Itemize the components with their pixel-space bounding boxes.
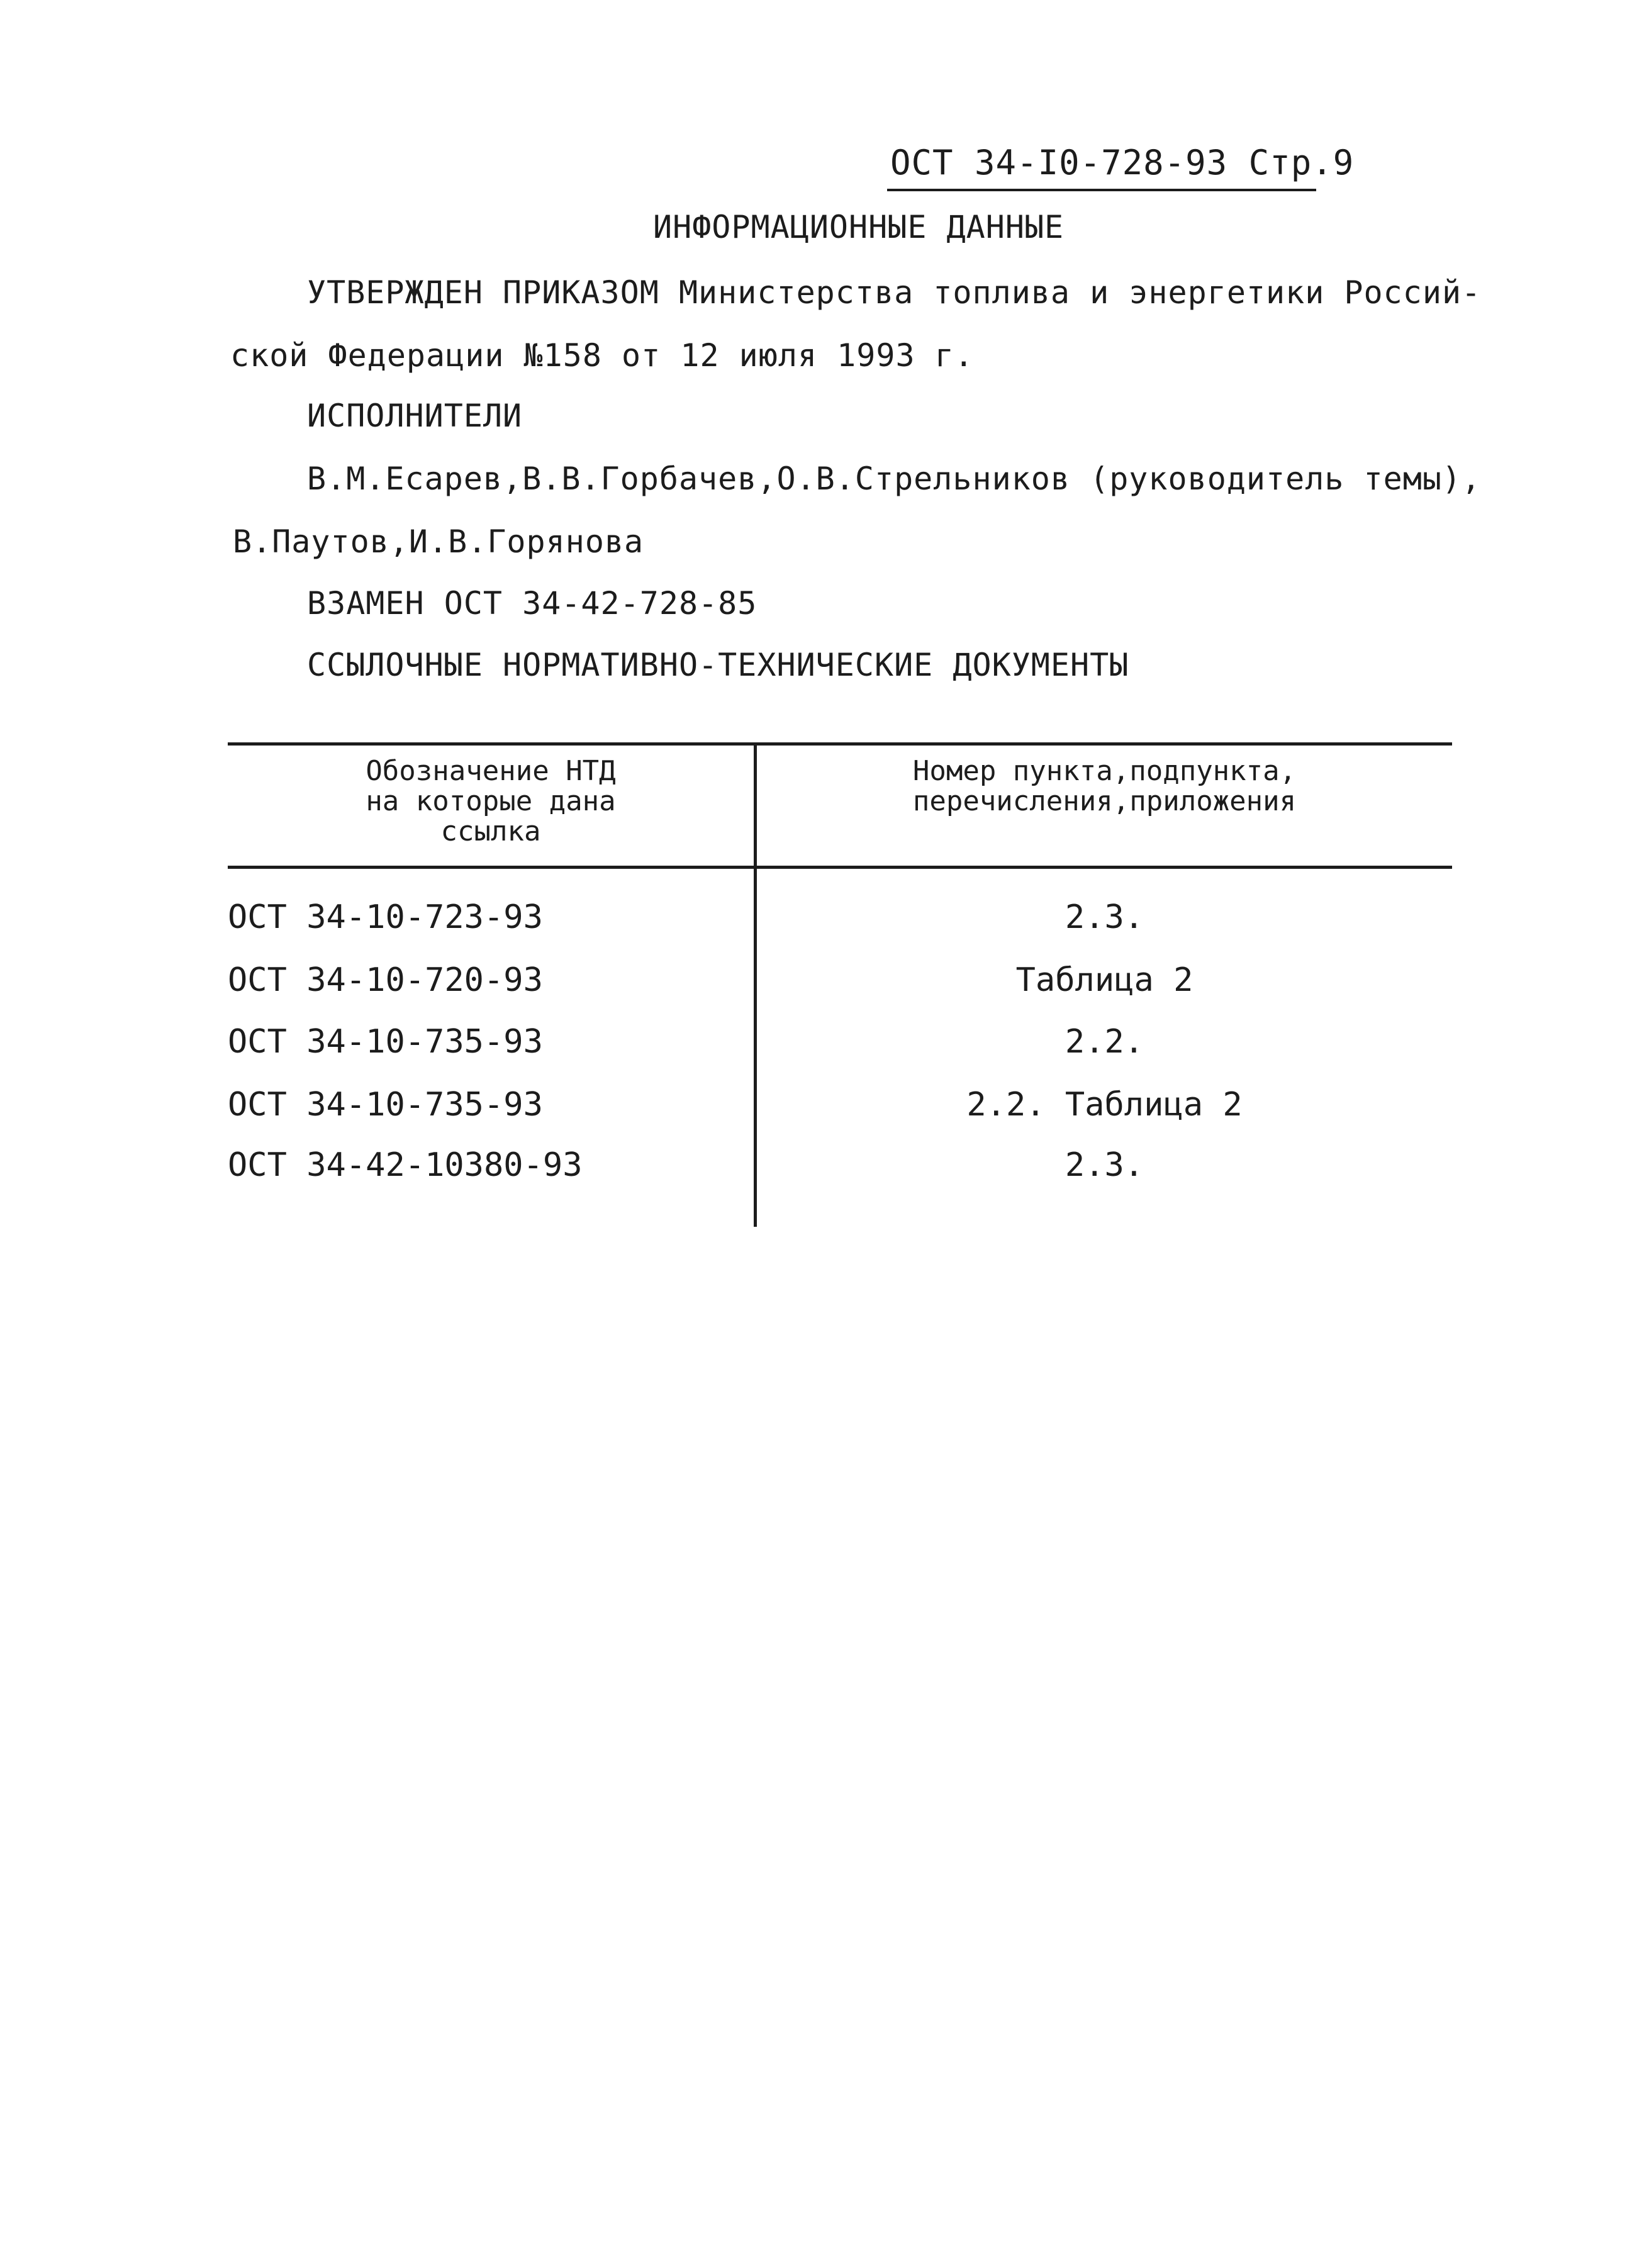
table-cell-reference: 2.2.	[1065, 1023, 1144, 1061]
executors-heading: ИСПОЛНИТЕЛИ	[307, 398, 523, 434]
table-row	[228, 961, 1452, 1027]
table-header-document-line: ссылка	[440, 815, 541, 847]
table-cell-reference: 2.2. Таблица 2	[966, 1086, 1243, 1124]
replaces-text: ВЗАМЕН ОСТ 34-42-728-85	[307, 585, 757, 622]
table-cell-reference: Таблица 2	[1015, 961, 1193, 999]
table-header-document-line: Обозначение НТД	[366, 755, 616, 787]
table-cell-reference: 2.3.	[1065, 898, 1144, 936]
table-top-rule	[228, 742, 1452, 746]
table-header-reference-line: Номер пункта,подпункта,	[912, 755, 1297, 787]
executors-text-line2: В.Паутов,И.В.Горянова	[233, 523, 644, 560]
table-header-reference-line: перечисления,приложения	[912, 785, 1297, 817]
executors-text-line1: В.М.Есарев,В.В.Горбачев,О.В.Стрельников (руководитель темы),	[307, 461, 1482, 497]
table-row	[228, 1025, 1452, 1088]
table-cell-document: ОСТ 34-42-10380-93	[228, 1146, 583, 1184]
approved-text-line1: УТВЕРЖДЕН ПРИКАЗОМ Министерства топлива и энергетики Россий-	[307, 274, 1482, 311]
table-row	[228, 898, 1452, 964]
table-header-document	[228, 756, 754, 847]
table-cell-document: ОСТ 34-10-720-93	[228, 961, 543, 999]
header-underline	[887, 189, 1316, 191]
table-header-rule	[228, 866, 1452, 869]
table-cell-document: ОСТ 34-10-735-93	[228, 1086, 543, 1124]
references-table	[228, 742, 1452, 1227]
table-row	[228, 1088, 1452, 1151]
table-row	[228, 1146, 1452, 1212]
section-title: ИНФОРМАЦИОННЫЕ ДАННЫЕ	[653, 209, 1065, 245]
references-heading: ССЫЛОЧНЫЕ НОРМАТИВНО-ТЕХНИЧЕСКИЕ ДОКУМЕНТЫ	[307, 647, 1129, 683]
table-cell-document: ОСТ 34-10-723-93	[228, 898, 543, 936]
approved-text-line2: ской Федерации №158 от 12 июля 1993 г.	[230, 337, 974, 374]
document-code-header: ОСТ 34-I0-728-93 Стр.9	[890, 143, 1355, 182]
table-cell-document: ОСТ 34-10-735-93	[228, 1023, 543, 1061]
table-header-document-line: на которые дана	[366, 785, 616, 817]
table-header-reference	[757, 756, 1452, 817]
table-cell-reference: 2.3.	[1065, 1146, 1144, 1184]
